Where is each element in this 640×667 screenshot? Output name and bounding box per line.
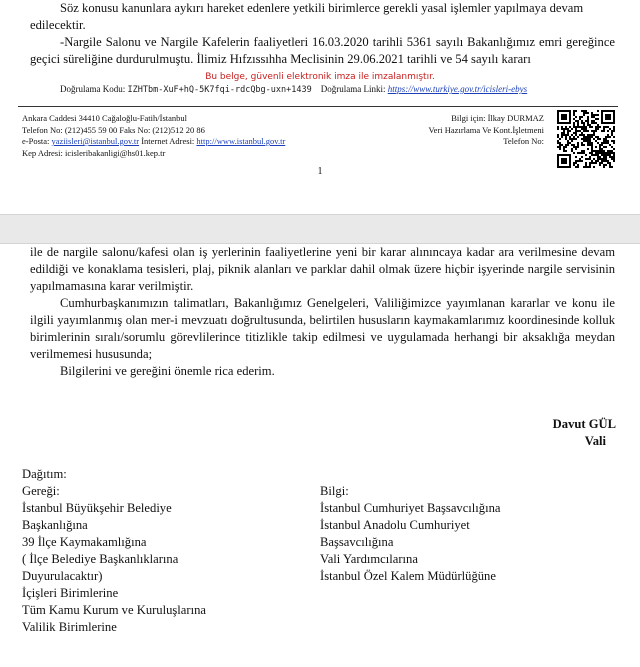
distribution-recipient: İçişleri Birimlerine — [22, 586, 119, 600]
signer-name: Davut GÜL — [552, 417, 616, 431]
bilgi-list — [320, 500, 500, 585]
internet-label: İnternet Adresi: — [139, 136, 197, 146]
paragraph: -Nargile Salonu ve Nargile Kafelerin faaliyetleri 16.03.2020 tarihli 5361 sayılı Bakanlığımız emri gereğince geçici süreliğine durdurulmuştu. İlimiz Hıfzıssıhha Meclisinin 29.06.2021 tarihli ve 54 sayılı kararı — [30, 35, 615, 66]
email-link[interactable]: yaziisleri@istanbul.gov.tr — [51, 136, 140, 146]
address-line: Ankara Caddesi 34410 Cağaloğlu-Fatih/İstanbul — [22, 113, 188, 123]
verification-link-label: Doğrulama Linki: — [320, 84, 386, 94]
contact-phone: Telefon No: — [503, 136, 544, 146]
distribution-recipient: Valilik Birimlerine — [22, 620, 117, 634]
distribution-recipient: Duyurulacaktır) — [22, 569, 103, 583]
distribution-recipient: ( İlçe Belediye Başkanlıklarına — [22, 552, 179, 566]
info-recipient: Başsavcılığına — [320, 535, 394, 549]
page-number: 1 — [317, 166, 323, 177]
info-recipient: İstanbul Cumhuriyet Başsavcılığına — [320, 501, 501, 515]
page-separator — [0, 214, 640, 244]
footer-contact — [428, 113, 544, 148]
contact-role: Veri Hazırlama Ve Kont.İşletmeni — [428, 124, 544, 135]
document-page-2 — [0, 244, 640, 667]
info-recipient: İstanbul Anadolu Cumhuriyet — [320, 518, 470, 532]
geregi-list — [22, 500, 206, 636]
footer-divider — [18, 106, 618, 107]
distribution-recipient: İstanbul Büyükşehir Belediye — [22, 501, 172, 515]
info-recipient: Vali Yardımcılarına — [320, 552, 418, 566]
paragraph-line: edilecektir. — [30, 18, 86, 32]
e-signature-note: Bu belge, güvenli elektronik imza ile imzalanmıştır. — [205, 72, 435, 82]
paragraph: Cumhurbaşkanımızın talimatları, Bakanlığımız Genelgeleri, Valiliğimizce yayımlanan kararlar ve konu ile ilgili yayımlanmış olan mer-i mevzuatı doğrultusunda, belirtilen hususların kaymakamlarımız koordinesinde kolluk birimlerinin sıralı/sorumlu görevlilerince titizlikle takip edilmesi ve uygulamada herhangi bir aksaklığa meydan verilmemesi hususunda; — [30, 296, 615, 361]
verification-line — [60, 84, 527, 95]
signer-title: Vali — [584, 434, 606, 448]
kep-line: Kep Adresi: icisleribakanligi@hs01.kep.tr — [22, 147, 166, 158]
distribution-recipient: Başkanlığına — [22, 518, 88, 532]
distribution-heading: Dağıtım: — [22, 467, 67, 481]
document-page-1 — [0, 0, 640, 214]
bilgi-heading: Bilgi: — [320, 484, 349, 498]
bilgi-block — [320, 483, 500, 585]
paragraph: Bilgilerini ve gereğini önemle rica ederim. — [60, 364, 275, 378]
distribution-recipient: Tüm Kamu Kurum ve Kuruluşlarına — [22, 603, 206, 617]
email-label: e-Posta: — [22, 136, 52, 146]
signature-block — [553, 416, 616, 450]
verification-link[interactable]: https://www.turkiye.gov.tr/icisleri-ebys — [387, 84, 528, 94]
distribution-recipient: 39 İlçe Kaymakamlığına — [22, 535, 147, 549]
info-recipient: İstanbul Özel Kalem Müdürlüğüne — [320, 569, 496, 583]
email-internet-line — [22, 136, 285, 148]
paragraph-line: Söz konusu kanunlara aykırı hareket edenlere yetkili birimlerce gerekli yasal işlemler yapılmaya devam — [60, 1, 584, 15]
geregi-heading: Gereği: — [22, 484, 60, 498]
footer-address — [22, 113, 285, 159]
verification-code: IZHTbm-XuF+hQ-5K7fqi-rdcQbg-uxn+1439 — [127, 85, 312, 95]
internet-link[interactable]: http://www.istanbul.gov.tr — [196, 136, 286, 146]
verification-code-label: Doğrulama Kodu: — [60, 84, 126, 94]
contact-name: Bilgi için: İlkay DURMAZ — [451, 113, 544, 123]
phone-fax-line: Telefon No: (212)455 59 00 Faks No: (212)512 20 86 — [22, 124, 205, 135]
paragraph: ile de nargile salonu/kafesi olan iş yerlerinin faaliyetlerine yeni bir karar alınıncaya kadar ara verilmesine devam edildiği ve konaklama tesisleri, plaj, piknik alanları ve parklar dahil olmak üzere hiçbir işyerinde nargile servisinin yapılmamasına karar verilmiştir. — [30, 245, 615, 293]
distribution-block — [22, 466, 206, 636]
qr-code-icon — [557, 110, 615, 168]
